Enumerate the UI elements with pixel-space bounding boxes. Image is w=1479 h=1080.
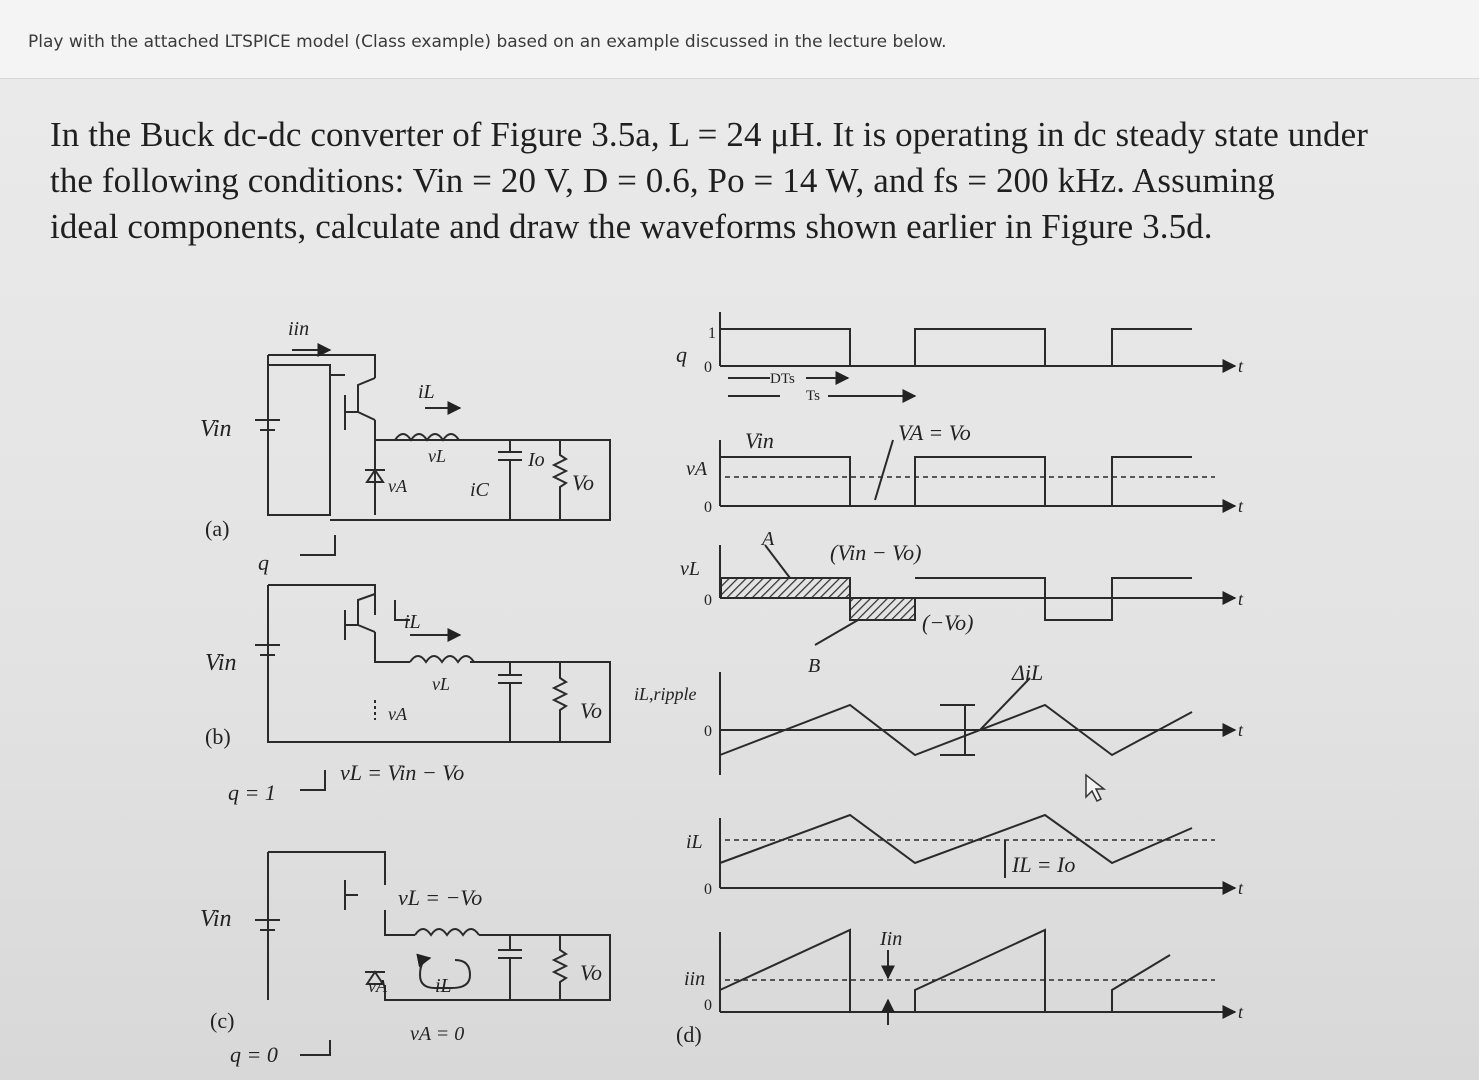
gate-label-b: q = 1 [228,780,276,805]
io-label: Io [528,449,545,471]
vin-label-b: Vin [205,650,237,676]
label-b: (b) [205,724,231,749]
label-d: (d) [676,1022,702,1047]
t-label-iL: t [1238,878,1244,898]
t-label-iin: t [1238,1002,1244,1022]
axis-q [720,312,1235,396]
vin-label-c: Vin [200,906,232,932]
area-b-label: B [808,655,821,677]
vA-label-a: vA [388,476,407,496]
vo-label-a: Vo [572,470,594,495]
vL-axis-label: vL [680,558,700,580]
gate-label-c: q = 0 [230,1042,278,1067]
iL-zero-tick: 0 [704,881,712,898]
t-label-q: t [1238,356,1244,376]
vA-zero-tick: 0 [704,499,712,516]
vo-label-b: Vo [580,698,602,723]
axis-iL [720,815,1235,888]
iL-label-a: iL [418,381,435,403]
problem-line-2: the following conditions: Vin = 20 V, D = 0.6, Po = 14 W, and fs = 200 kHz. Assuming [50,161,1275,200]
t-label-vA: t [1238,496,1244,516]
vL-label-b: vL [432,674,450,694]
axis-iripple [720,672,1235,775]
iL-label-c: iL [435,975,452,997]
ic-label: iC [470,479,489,501]
t-label-vL: t [1238,589,1244,609]
vo-label-c: Vo [580,960,602,985]
vA-equation-c: vA = 0 [410,1023,465,1045]
iin-label: iin [288,318,310,340]
problem-line-3: ideal components, calculate and draw the waveforms shown earlier in Figure 3.5d. [50,207,1213,246]
iin-avg-label: Iin [880,928,903,950]
minus-vo-label: (−Vo) [922,610,974,635]
t-label-iripple: t [1238,720,1244,740]
axis-iin [720,930,1235,1025]
iL-axis-label: iL [686,831,703,853]
vL-zero-tick: 0 [704,592,712,609]
gate-label-a: q [258,550,269,575]
q-one-tick: 1 [708,325,716,342]
vin-label-a: Vin [200,416,232,442]
dts-label: DTs [770,371,795,387]
vL-equation-c: vL = −Vo [398,885,483,910]
label-a: (a) [205,516,230,541]
vA-equals-vo: VA = Vo [898,420,971,445]
problem-line-1: In the Buck dc-dc converter of Figure 3.5a, L = 24 μH. It is operating in dc steady state under [50,115,1368,154]
delta-iL-label: ΔiL [1012,660,1044,685]
iripple-zero-tick: 0 [704,723,712,740]
vL-label-a: vL [428,446,446,466]
vA-vin-label: Vin [745,428,774,453]
vA-label-b: vA [388,704,407,724]
iin-zero-tick: 0 [704,997,712,1014]
instruction-text: Play with the attached LTSPICE model (Class example) based on an example discussed in the lecture below. [28,32,947,52]
vA-axis-label: vA [686,458,708,480]
area-a-label: A [762,528,775,550]
axis-vA [720,440,1235,506]
iin-axis-label: iin [684,968,706,990]
label-c: (c) [210,1008,235,1033]
vA-label-c: vA [368,976,387,996]
axis-vL [720,545,1235,645]
iL-equals-io: IL = Io [1012,852,1076,877]
iripple-axis-label: iL,ripple [634,684,697,704]
q-zero-tick: 0 [704,359,712,376]
ts-label: Ts [806,388,820,404]
mouse-cursor-icon [1086,775,1104,801]
vL-equation-b: vL = Vin − Vo [340,760,465,785]
vin-minus-vo-label: (Vin − Vo) [830,540,922,565]
iL-label-b: iL [404,611,421,633]
q-axis-label: q [676,342,687,367]
